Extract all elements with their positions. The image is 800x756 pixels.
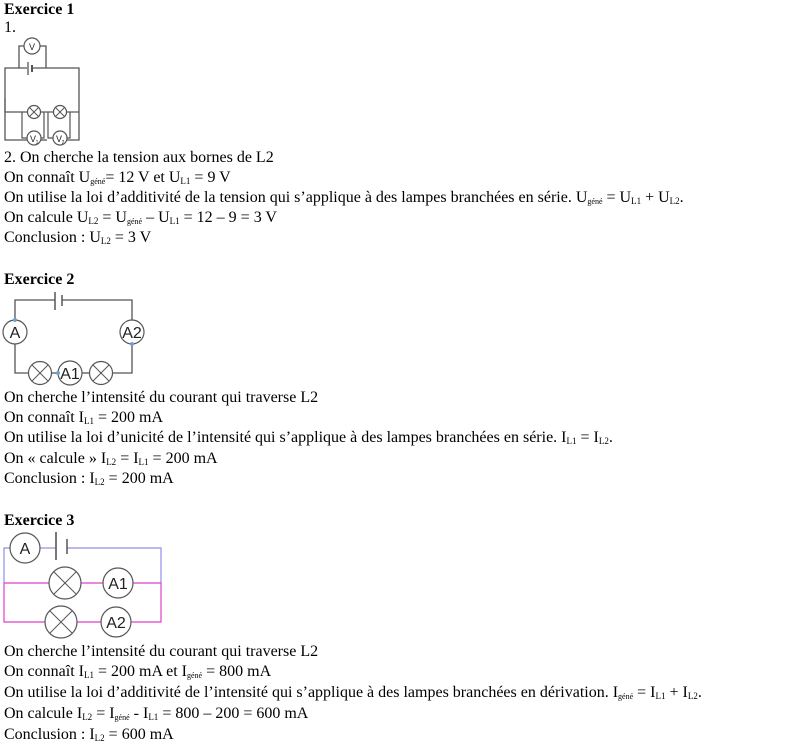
exercise-1-title: Exercice 1 bbox=[4, 1, 75, 18]
exercise-3-conclusion: Conclusion : $I_{L2} = 600$ mA bbox=[4, 726, 174, 743]
exercise-3-circuit-diagram bbox=[0, 530, 170, 642]
svg-text:A2: A2 bbox=[106, 615, 126, 632]
ammeter-a1-icon bbox=[56, 361, 82, 385]
exercise-3-title: Exercice 3 bbox=[4, 512, 75, 529]
exercise-1-line-4: On calcule $U_{L2} = U_{géné} - U_{L1} = 12 - 9 = 3$ V bbox=[4, 209, 277, 226]
exercise-2-line-2: On connaît $I_{L1} = 200$ mA bbox=[4, 409, 164, 426]
lamp-l1-icon bbox=[49, 567, 81, 599]
exercise-2-conclusion: Conclusion : $I_{L2} = 200$ mA bbox=[4, 470, 174, 487]
lamp-l1-icon bbox=[29, 362, 52, 385]
ammeter-a-icon bbox=[3, 318, 27, 344]
svg-text:A1: A1 bbox=[60, 366, 80, 383]
svg-text:V: V bbox=[55, 134, 63, 144]
exercise-1-line-3: On utilise la loi d’additivité de la tension qui s’applique à des lampes branchées en série. $U_{géné} = U_{L1} + U_{L2}$. bbox=[4, 189, 684, 206]
exercise-1-conclusion: Conclusion : $U_{L2} = 3$ V bbox=[4, 229, 152, 246]
exercise-3-line-2: On connaît $I_{L1} = 200$ mA et $I_{géné} = 800$ mA bbox=[4, 663, 272, 680]
battery-icon bbox=[28, 62, 32, 75]
exercise-2-title: Exercice 2 bbox=[4, 271, 75, 288]
ammeter-a2-icon bbox=[101, 607, 131, 637]
svg-text:A2: A2 bbox=[122, 325, 142, 342]
voltmeter-v-icon bbox=[24, 38, 40, 54]
svg-text:A: A bbox=[19, 541, 31, 558]
exercise-2-line-4: On « calcule » $I_{L2} = I_{L1} = 200$ mA bbox=[4, 450, 218, 467]
svg-text:A1: A1 bbox=[108, 576, 128, 593]
exercise-1-circuit-diagram bbox=[0, 30, 90, 150]
lamp-l2-icon bbox=[54, 106, 67, 119]
lamp-l2-icon bbox=[45, 606, 77, 638]
exercise-1-line-2: On connaît $U_{géné}= 12$ V et $U_{L1} = 9$ V bbox=[4, 169, 231, 186]
svg-text:2: 2 bbox=[61, 140, 65, 146]
exercise-3-line-1: On cherche l’intensité du courant qui traverse L2 bbox=[4, 643, 319, 660]
svg-text:1: 1 bbox=[35, 140, 39, 146]
exercise-2-line-1: On cherche l’intensité du courant qui traverse L2 bbox=[4, 389, 319, 406]
exercise-1-part1-label: 1. bbox=[4, 19, 16, 36]
ammeter-a-icon bbox=[10, 533, 40, 563]
battery-icon bbox=[55, 292, 62, 310]
exercise-3-line-4: On calcule $I_{L2} = I_{géné} - I_{L1} = 800 - 200 = 600$ mA bbox=[4, 705, 309, 722]
svg-text:V: V bbox=[29, 134, 37, 144]
voltmeter-v2-icon bbox=[53, 131, 67, 146]
exercise-1-line-1: 2. On cherche la tension aux bornes de L2 bbox=[4, 149, 274, 166]
svg-text:A: A bbox=[9, 325, 21, 342]
svg-text:V: V bbox=[28, 42, 36, 52]
ammeter-a1-icon bbox=[103, 568, 133, 598]
exercise-2-circuit-diagram bbox=[0, 288, 160, 388]
voltmeter-v1-icon bbox=[27, 131, 41, 146]
lamp-l1-icon bbox=[28, 106, 41, 119]
exercise-3-line-3: On utilise la loi d’additivité de l’intensité qui s’applique à des lampes branchées en dérivation. $I_{géné} = I_{L1} + I_{L2}$. bbox=[4, 684, 702, 701]
exercise-2-line-3: On utilise la loi d’unicité de l’intensité qui s’applique à des lampes branchées en série. $I_{L1} = I_{L2}$. bbox=[4, 429, 613, 446]
ammeter-a2-icon bbox=[120, 320, 144, 346]
battery-icon bbox=[56, 532, 67, 560]
lamp-l2-icon bbox=[90, 362, 113, 385]
